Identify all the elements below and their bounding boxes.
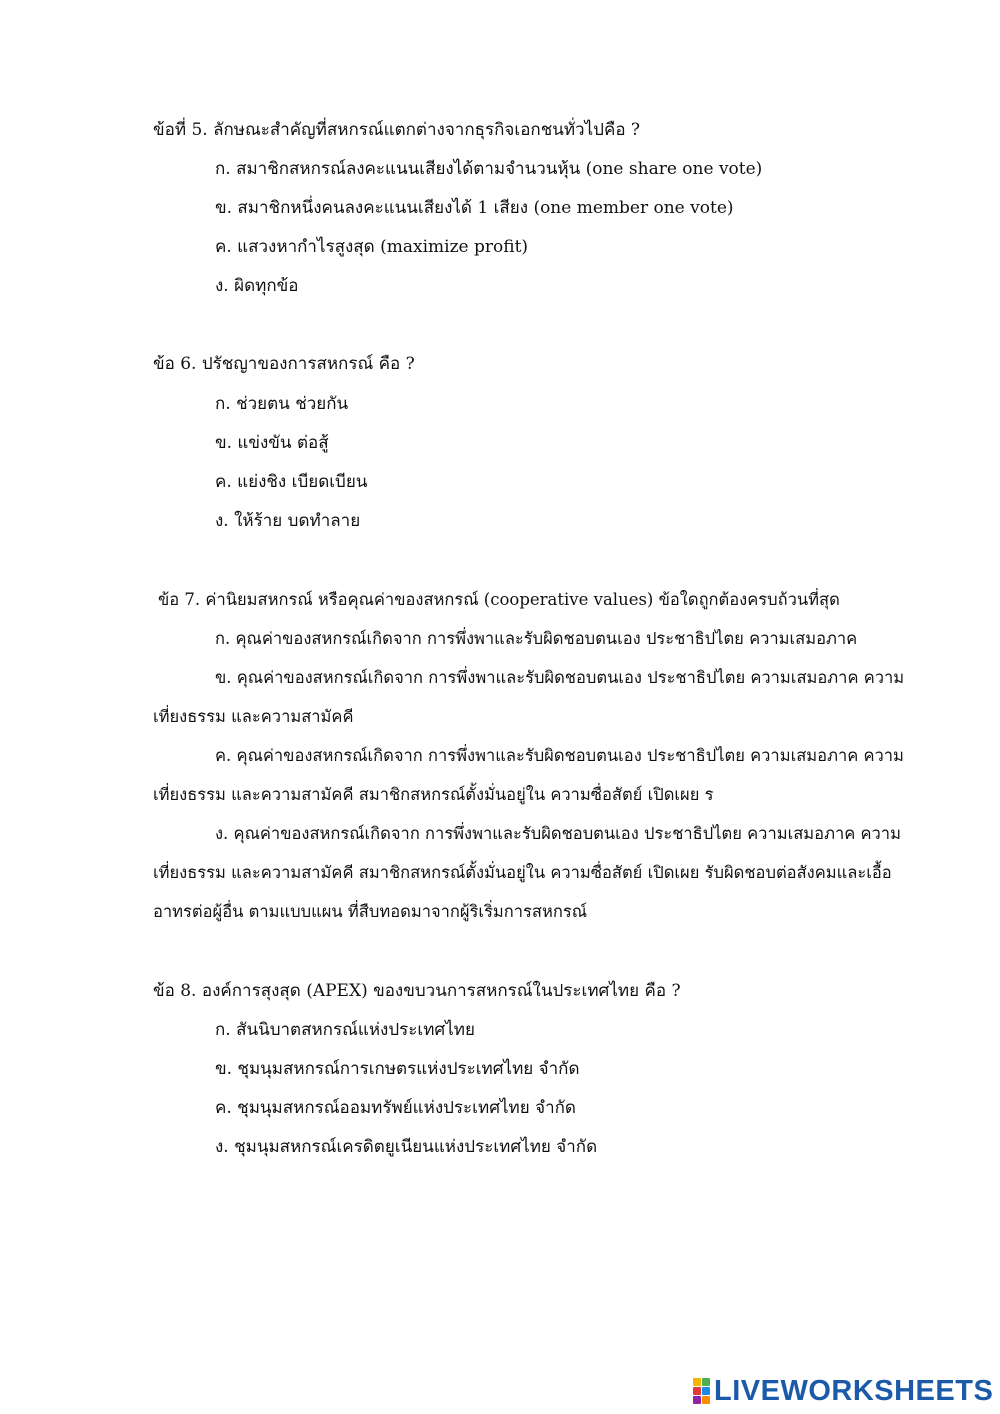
- question-5-heading: ข้อที่ 5. ลักษณะสำคัญที่สหกรณ์แตกต่างจากธุรกิจเอกชนทั่วไปคือ ?: [153, 120, 641, 140]
- question-7-option-a: ก. คุณค่าของสหกรณ์เกิดจาก การพึ่งพาและรับผิดชอบตนเอง ประชาธิปไตย ความเสมอภาค: [215, 629, 858, 648]
- question-5-option-d: ง. ผิดทุกข้อ: [215, 276, 299, 296]
- logo-block: [702, 1387, 710, 1395]
- logo-block: [693, 1378, 701, 1386]
- question-5-option-c: ค. แสวงหากำไรสูงสุด (maximize profit): [215, 237, 529, 257]
- question-8-heading: ข้อ 8. องค์การสุงสุด (APEX) ของขบวนการสหกรณ์ในประเทศไทย คือ ?: [153, 981, 681, 1001]
- liveworksheets-logo: [693, 1374, 993, 1408]
- logo-block: [702, 1378, 710, 1386]
- question-7-option-d-line-3: อาทรต่อผู้อื่น ตามแบบแผน ที่สืบทอดมาจากผู้ริเริ่มการสหกรณ์: [153, 902, 588, 921]
- question-7-heading: ข้อ 7. ค่านิยมสหกรณ์ หรือคุณค่าของสหกรณ์ (cooperative values) ข้อใดถูกต้องครบถ้วนที่สุด: [158, 590, 840, 609]
- question-8-option-d: ง. ชุมนุมสหกรณ์เครดิตยูเนียนแห่งประเทศไทย จำกัด: [215, 1137, 598, 1157]
- question-7-option-d-line-1: ง. คุณค่าของสหกรณ์เกิดจาก การพึ่งพาและรับผิดชอบตนเอง ประชาธิปไตย ความเสมอภาค ความ: [215, 824, 901, 843]
- question-6-heading: ข้อ 6. ปรัชญาของการสหกรณ์ คือ ?: [153, 354, 415, 374]
- question-7-option-c-line-2: เที่ยงธรรม และความสามัคคี สมาชิกสหกรณ์ตั้งมั่นอยู่ใน ความซื่อสัตย์ เปิดเผย ร: [153, 785, 714, 804]
- question-8-option-c: ค. ชุมนุมสหกรณ์ออมทรัพย์แห่งประเทศไทย จำกัด: [215, 1098, 576, 1118]
- logo-block: [702, 1396, 710, 1404]
- logo-blocks-icon: [693, 1378, 710, 1404]
- logo-text: LIVEWORKSHEETS: [714, 1375, 994, 1407]
- logo-block: [693, 1396, 701, 1404]
- logo-block: [693, 1387, 701, 1395]
- question-7-option-d-line-2: เที่ยงธรรม และความสามัคคี สมาชิกสหกรณ์ตั้งมั่นอยู่ใน ความซื่อสัตย์ เปิดเผย รับผิดชอบต่อสังคมและเอื้อ: [153, 863, 892, 882]
- question-6-option-b: ข. แข่งขัน ต่อสู้: [215, 433, 329, 453]
- question-5-option-a: ก. สมาชิกสหกรณ์ลงคะแนนเสียงได้ตามจำนวนหุ้น (one share one vote): [215, 159, 763, 179]
- question-5-option-b: ข. สมาชิกหนึ่งคนลงคะแนนเสียงได้ 1 เสียง (one member one vote): [215, 198, 734, 218]
- question-6-option-a: ก. ช่วยตน ช่วยกัน: [215, 394, 349, 414]
- question-7-option-b-line-1: ข. คุณค่าของสหกรณ์เกิดจาก การพึ่งพาและรับผิดชอบตนเอง ประชาธิปไตย ความเสมอภาค ความ: [215, 668, 905, 687]
- question-8-option-b: ข. ชุมนุมสหกรณ์การเกษตรแห่งประเทศไทย จำกัด: [215, 1059, 580, 1079]
- question-6-option-c: ค. แย่งชิง เบียดเบียน: [215, 472, 368, 492]
- question-8-option-a: ก. สันนิบาตสหกรณ์แห่งประเทศไทย: [215, 1020, 475, 1040]
- question-7-option-c-line-1: ค. คุณค่าของสหกรณ์เกิดจาก การพึ่งพาและรับผิดชอบตนเอง ประชาธิปไตย ความเสมอภาค ความ: [215, 746, 904, 765]
- question-7-option-b-line-2: เที่ยงธรรม และความสามัคคี: [153, 707, 354, 726]
- question-6-option-d: ง. ให้ร้าย บดทำลาย: [215, 511, 361, 531]
